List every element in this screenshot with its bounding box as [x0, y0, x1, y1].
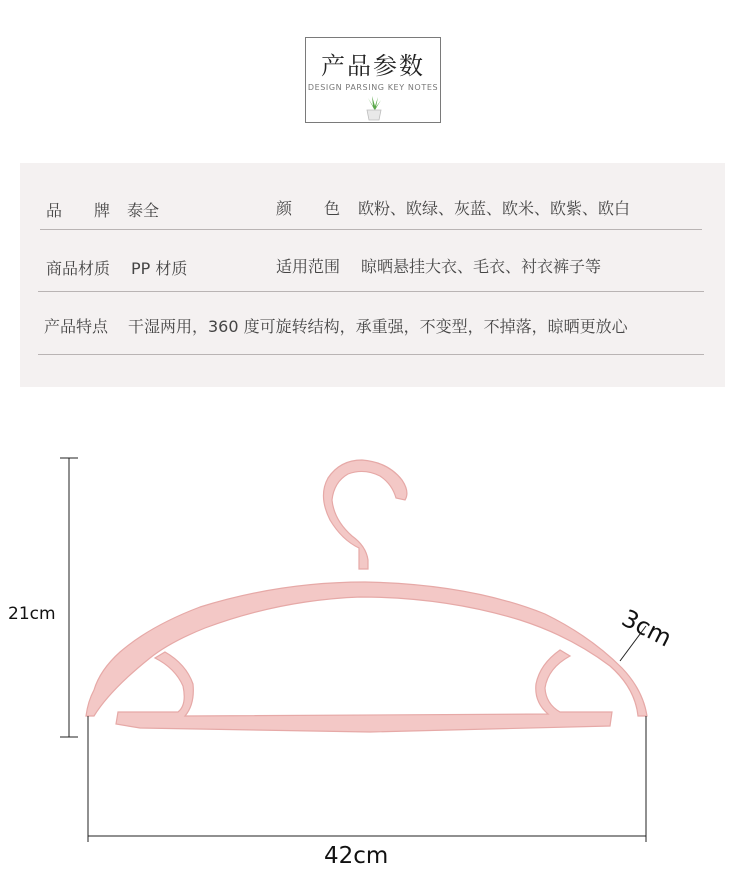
brand-value: 泰全 — [127, 201, 160, 220]
hanger-shape — [86, 460, 647, 732]
section-subtitle: DESIGN PARSING KEY NOTES — [307, 83, 439, 92]
feature-value: 干湿两用，360 度可旋转结构，承重强，不变型，不掉落，晾晒更放心 — [128, 317, 628, 336]
color-value: 欧粉、欧绿、灰蓝、欧米、欧紫、欧白 — [358, 199, 631, 218]
scope-value: 晾晒悬挂大衣、毛衣、衬衣裤子等 — [361, 257, 602, 276]
scope-label: 适用范围 — [276, 257, 341, 276]
section-title: 产品参数 — [321, 52, 425, 80]
width-dimension-line — [88, 716, 646, 842]
color-label: 颜 色 — [276, 199, 341, 218]
height-label: 21cm — [8, 604, 56, 624]
height-dimension-line — [60, 458, 78, 737]
material-value: PP 材质 — [131, 259, 188, 278]
material-label: 商品材质 — [46, 259, 111, 278]
thickness-label: 3cm — [617, 604, 677, 653]
brand-label: 品 牌 — [46, 201, 111, 220]
feature-label: 产品特点 — [44, 317, 109, 336]
width-label: 42cm — [324, 843, 389, 869]
